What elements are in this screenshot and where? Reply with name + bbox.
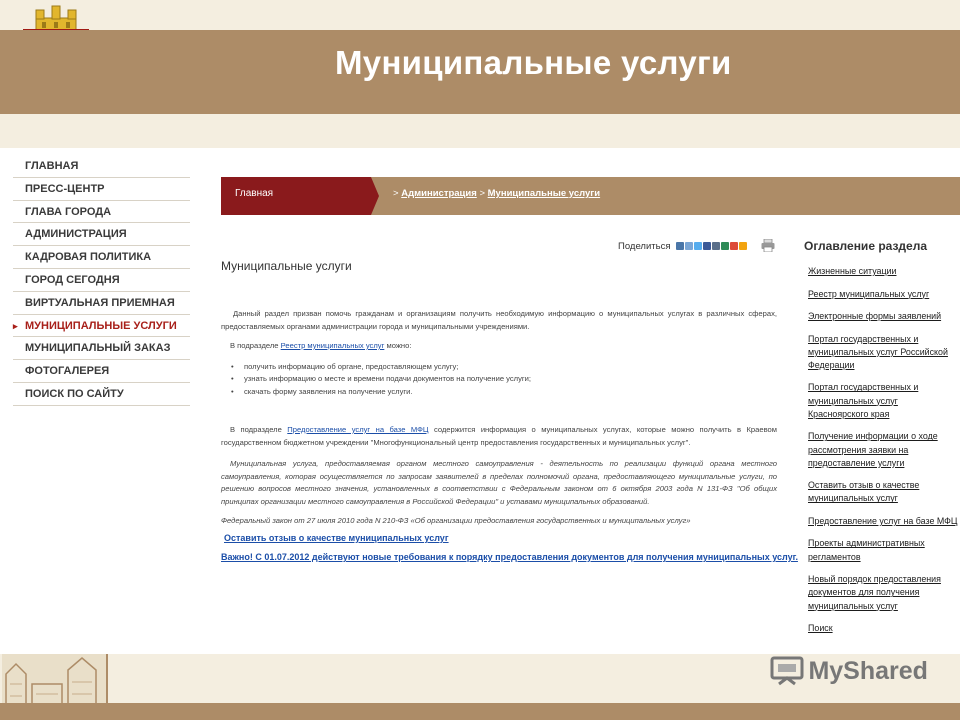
nav-item-label: МУНИЦИПАЛЬНЫЕ УСЛУГИ [25, 319, 177, 332]
nav-item-label: ФОТОГАЛЕРЕЯ [25, 365, 110, 378]
website-screenshot [0, 148, 960, 654]
mfc-link[interactable]: Предоставление услуг на базе МФЦ [287, 425, 429, 434]
content-title: Муниципальные услуги [221, 259, 352, 273]
nav-item-label: ГЛАВА ГОРОДА [25, 205, 112, 218]
registry-paragraph [221, 340, 777, 353]
text: В подразделе [230, 425, 282, 434]
odnoklassniki-icon[interactable] [739, 242, 747, 250]
toc-item-regional-portal[interactable]: Портал государственных и муниципальных услуг Красноярского края [808, 382, 919, 419]
nav-item-label: МУНИЦИПАЛЬНЫЙ ЗАКАЗ [25, 342, 171, 355]
presentation-screen-icon [770, 654, 804, 688]
nav-item-city-today[interactable] [13, 269, 190, 292]
list-item: • получить информацию об органе, предоставляющем услугу; [231, 361, 531, 373]
breadcrumb-link-current[interactable]: Муниципальные услуги [487, 188, 601, 199]
toc-list [808, 265, 958, 645]
nav-item-virtual-reception[interactable] [13, 292, 190, 315]
mfc-paragraph [221, 424, 777, 449]
registry-bullets [231, 361, 531, 398]
vk-icon[interactable] [676, 242, 684, 250]
breadcrumb-trail [393, 188, 600, 199]
toc-item-registry[interactable]: Реестр муниципальных услуг [808, 288, 930, 299]
intro-paragraph: Данный раздел призван помочь гражданам и организациям получить необходимую информацию о муниципальных услугах в различных сферах, предоставляемых органами администрации города и муниципальными учреждениями. [221, 309, 777, 331]
nav-item-label: ПОИСК ПО САЙТУ [25, 387, 124, 400]
nav-item-hr[interactable] [13, 246, 190, 269]
mail-icon[interactable] [712, 242, 720, 250]
registry-link[interactable]: Реестр муниципальных услуг [280, 341, 385, 350]
nav-item-home[interactable] [13, 155, 190, 178]
share-bar [618, 241, 748, 252]
breadcrumb-separator: > [479, 188, 485, 199]
social-icons [676, 241, 748, 252]
nav-item-municipal-order[interactable] [13, 337, 190, 360]
toc-item-electronic-forms[interactable]: Электронные формы заявлений [808, 311, 942, 321]
nav-item-label: ГЛАВНАЯ [25, 160, 79, 172]
toc-item-new-procedure[interactable]: Новый порядок предоставления документов для получения муниципальных услуг [808, 574, 941, 611]
nav-item-site-search[interactable] [13, 383, 190, 406]
watermark-text: MyShared [808, 656, 928, 685]
twitter-icon[interactable] [694, 242, 702, 250]
text: можно: [386, 341, 412, 350]
toc-item-federal-portal[interactable]: Портал государственных и муниципальных услуг Российской Федерации [808, 333, 948, 370]
nav-item-municipal-services[interactable] [13, 315, 190, 338]
slide-title: Муниципальные услуги [335, 44, 732, 81]
footer-band [0, 703, 960, 720]
feedback-link[interactable]: Оставить отзыв о качестве муниципальных услуг [224, 533, 449, 543]
nav-item-label: АДМИНИСТРАЦИЯ [25, 228, 127, 241]
chevron-right-icon: ▸ [13, 320, 18, 331]
nav-item-administration[interactable] [13, 223, 190, 246]
side-nav [13, 155, 190, 406]
breadcrumb-link-administration[interactable]: Администрация [401, 188, 477, 199]
toc-item-life-situations[interactable]: Жизненные ситуации [808, 266, 897, 276]
list-item: • узнать информацию о месте и времени подачи документов на получение услуги; [231, 373, 531, 385]
share-label: Поделиться [618, 241, 671, 253]
watermark [770, 654, 928, 694]
text: В подразделе [230, 341, 279, 350]
text: содержится информация о муниципальных услугах, которые можно получить в Краевом государственном бюджетном учреждении "Многофункциональный центр предоставления государственных и муниципальных услуг". [221, 425, 777, 447]
print-icon[interactable] [761, 239, 775, 252]
breadcrumb-home[interactable]: Главная [221, 177, 371, 215]
nav-item-mayor[interactable] [13, 201, 190, 224]
breadcrumb-separator: > [393, 188, 399, 199]
nav-item-photo-gallery[interactable] [13, 360, 190, 383]
law-paragraph: Федеральный закон от 27 июля 2010 года N 210-ФЗ «Об организации предоставления государственных и муниципальных услуг» [221, 516, 691, 525]
nav-item-press[interactable] [13, 178, 190, 201]
facebook-icon[interactable] [703, 242, 711, 250]
toc-item-search[interactable]: Поиск [808, 623, 833, 634]
important-notice-link[interactable]: Важно! С 01.07.2012 действуют новые требования к порядку предоставления документов для получения муниципальных услуг. [221, 552, 798, 562]
nav-item-label: КАДРОВАЯ ПОЛИТИКА [25, 251, 152, 264]
nav-item-label: ПРЕСС-ЦЕНТР [25, 182, 105, 195]
toc-item-feedback[interactable]: Оставить отзыв о качестве муниципальных услуг [808, 480, 920, 504]
definition-paragraph: Муниципальная услуга, предоставляемая органом местного самоуправления - деятельность по реализации функций органа местного самоуправления, которая осуществляется по запросам заявителей в пределах полномочий органа, предоставляющего муниципальные услуги, по решению вопросов местного значения, установленных в соответствии с Федеральным законом от 6 октября 2003 года N 131-ФЗ "Об общих принципах организации местного самоуправления в Российской Федерации" и уставами муниципальных образований. [221, 459, 777, 506]
google-plus-icon[interactable] [730, 242, 738, 250]
nav-item-label: ГОРОД СЕГОДНЯ [25, 273, 120, 286]
toc-item-application-status[interactable]: Получение информации о ходе рассмотрения заявки на предоставление услуги [808, 431, 938, 468]
nav-item-label: ВИРТУАЛЬНАЯ ПРИЕМНАЯ [25, 296, 175, 309]
breadcrumb [221, 177, 960, 215]
header-band [0, 30, 960, 114]
list-item: • скачать форму заявления на получение услуги. [231, 386, 531, 398]
toc-title: Оглавление раздела [804, 239, 928, 253]
blogger-icon[interactable] [721, 242, 729, 250]
toc-item-mfc[interactable]: Предоставление услуг на базе МФЦ [808, 515, 958, 526]
livejournal-icon[interactable] [685, 242, 693, 250]
toc-item-draft-regulations[interactable]: Проекты административных регламентов [808, 538, 925, 562]
